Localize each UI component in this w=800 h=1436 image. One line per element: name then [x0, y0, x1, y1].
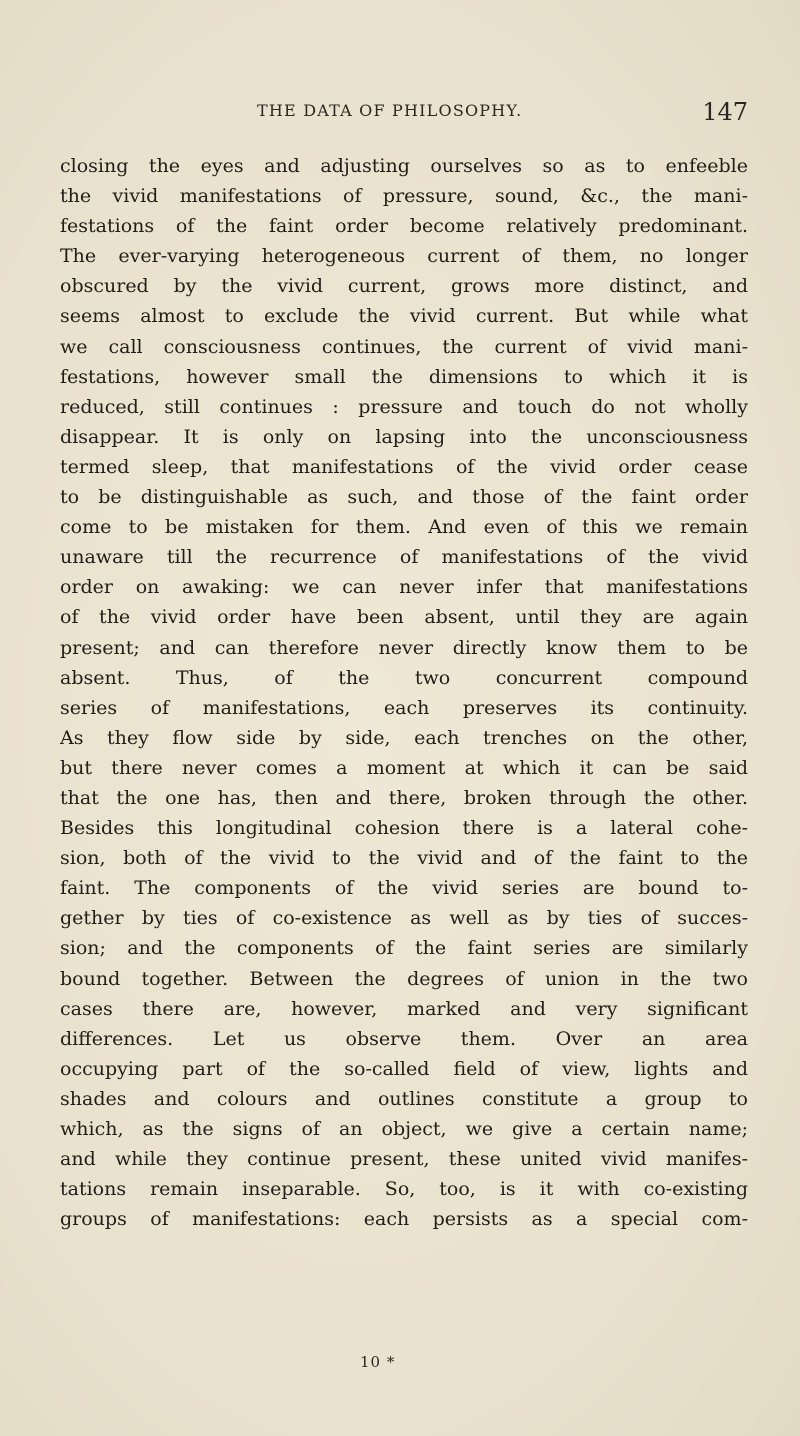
text-line: groups of manifestations: each persists as a special com- [60, 1208, 748, 1231]
text-line: reduced, still continues : pressure and touch do not wholly [60, 395, 748, 418]
text-line: Besides this longitudinal cohesion there is a lateral cohe- [60, 817, 748, 840]
text-line: to be distinguishable as such, and those of the faint order [60, 486, 748, 509]
text-line: order on awaking: we can never infer that manifestations [60, 576, 748, 599]
text-line: occupying part of the so-called field of view, lights and [60, 1057, 748, 1080]
text-line: shades and colours and outlines constitute a group to [60, 1087, 748, 1110]
text-line: differences. Let us observe them. Over an area [60, 1027, 748, 1050]
text-line: cases there are, however, marked and very significant [60, 997, 748, 1020]
text-line: festations of the faint order become relatively predominant. [60, 215, 748, 238]
text-line: the vivid manifestations of pressure, sound, &c., the mani- [60, 185, 748, 208]
text-line: faint. The components of the vivid series are bound to- [60, 877, 748, 900]
text-line: that the one has, then and there, broken through the other. [60, 786, 748, 809]
running-head [60, 98, 748, 138]
signature-mark: 10 * [360, 1353, 396, 1371]
text-line: absent. Thus, of the two concurrent compound [60, 666, 748, 689]
text-line: series of manifestations, each preserves its continuity. [60, 696, 748, 719]
text-line: of the vivid order have been absent, until they are again [60, 606, 748, 629]
text-line: disappear. It is only on lapsing into the unconsciousness [60, 425, 748, 448]
text-line: tations remain inseparable. So, too, is it with co-existing [60, 1178, 748, 1201]
text-line: closing the eyes and adjusting ourselves so as to enfeeble [60, 155, 748, 177]
text-line: The ever-varying heterogeneous current of them, no longer [60, 245, 748, 268]
text-line: termed sleep, that manifestations of the vivid order cease [60, 455, 748, 478]
text-line: come to be mistaken for them. And even of this we remain [60, 516, 748, 539]
page-number: 147 [702, 98, 748, 126]
running-head-title: THE DATA OF PHILOSOPHY. [257, 101, 523, 120]
text-line: gether by ties of co-existence as well as by ties of succes- [60, 907, 748, 930]
text-line: bound together. Between the degrees of union in the two [60, 967, 748, 990]
body-text [60, 151, 748, 1234]
text-line: festations, however small the dimensions to which it is [60, 365, 748, 388]
text-line: unaware till the recurrence of manifestations of the vivid [60, 546, 748, 569]
text-line: but there never comes a moment at which it can be said [60, 756, 748, 779]
text-line: sion, both of the vivid to the vivid and of the faint to the [60, 847, 748, 870]
text-line: As they flow side by side, each trenches on the other, [60, 726, 748, 749]
text-line: obscured by the vivid current, grows more distinct, and [60, 275, 748, 298]
text-line: seems almost to exclude the vivid current. But while what [60, 305, 748, 328]
text-line: we call consciousness continues, the current of vivid mani- [60, 335, 748, 358]
text-line: sion; and the components of the faint series are similarly [60, 937, 748, 960]
text-line: and while they continue present, these united vivid manifes- [60, 1148, 748, 1171]
text-line: present; and can therefore never directly know them to be [60, 636, 748, 659]
text-line: which, as the signs of an object, we give a certain name; [60, 1118, 748, 1140]
